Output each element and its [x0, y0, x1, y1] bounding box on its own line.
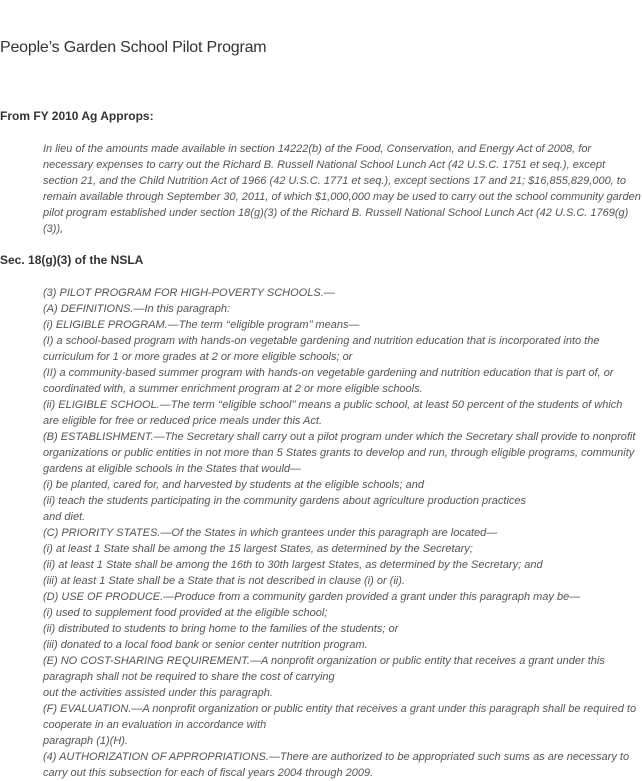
approps-heading: From FY 2010 Ag Approps: — [0, 109, 154, 123]
nsla-line: paragraph (1)(H). — [43, 735, 128, 747]
page-title: People’s Garden School Pilot Program — [0, 39, 267, 56]
nsla-line: (B) ESTABLISHMENT.—The Secretary shall carry out a pilot program under which the Secretary shall provide to nonprofit organizations or public entities in not more than 5 States grants to develop and run, through eligible programs, community gardens at eligible schools in the States that would— — [43, 431, 636, 475]
nsla-line: and diet. — [43, 511, 86, 523]
nsla-line: (ii) ELIGIBLE SCHOOL.—The term ‘‘eligible school’’ means a public school, at least 50 percent of the students of which are eligible for free or reduced price meals under this Act. — [43, 399, 623, 427]
nsla-line: (F) EVALUATION.—A nonprofit organization or public entity that receives a grant under this paragraph shall be required to cooperate in an evaluation in accordance with — [43, 703, 637, 731]
approps-paragraph: In lieu of the amounts made available in section 14222(b) of the Food, Conservation, and Energy Act of 2008, for necessary expenses to carry out the Richard B. Russell National School Lunch Act (42 U.S.C. 1751 et seq.), except section 21, and the Child Nutrition Act of 1966 (42 U.S.C. 1771 et seq.), except sections 17 and 21; $16,855,829,000, to remain available through September 30, 2011, of which $1,000,000 may be used to carry out the school community garden pilot program established under section 18(g)(3) of the Richard B. Russell National School Lunch Act (42 U.S.C. 1769(g)(3)), — [43, 143, 641, 235]
nsla-line: (4) AUTHORIZATION OF APPROPRIATIONS.—There are authorized to be appropriated such sums as are necessary to carry out this subsection for each of fiscal years 2004 through 2009. — [43, 751, 630, 779]
nsla-line: (D) USE OF PRODUCE.—Produce from a community garden provided a grant under this paragraph may be— — [43, 591, 581, 603]
nsla-line: (ii) distributed to students to bring home to the families of the students; or — [43, 623, 399, 635]
nsla-line: (I) a school-based program with hands-on vegetable gardening and nutrition education that is incorporated into the curriculum for 1 or more grades at 2 or more eligible schools; or — [43, 335, 600, 363]
nsla-heading: Sec. 18(g)(3) of the NSLA — [0, 253, 144, 267]
nsla-line: (3) PILOT PROGRAM FOR HIGH-POVERTY SCHOOLS.— — [43, 287, 335, 299]
nsla-line: (C) PRIORITY STATES.—Of the States in which grantees under this paragraph are located— — [43, 527, 498, 539]
nsla-line: (i) ELIGIBLE PROGRAM.—The term ‘‘eligible program’’ means— — [43, 319, 360, 331]
nsla-line: (i) be planted, cared for, and harvested by students at the eligible schools; and — [43, 479, 424, 491]
nsla-quote — [43, 285, 641, 781]
nsla-line: (i) used to supplement food provided at the eligible school; — [43, 607, 328, 619]
nsla-line: out the activities assisted under this paragraph. — [43, 687, 273, 699]
nsla-line: (II) a community-based summer program with hands-on vegetable gardening and nutrition education that is part of, or coordinated with, a summer enrichment program at 2 or more eligible schools. — [43, 367, 614, 395]
nsla-line: (iii) donated to a local food bank or senior center nutrition program. — [43, 639, 368, 651]
nsla-line: (i) at least 1 State shall be among the 15 largest States, as determined by the Secretary; — [43, 543, 473, 555]
nsla-line: (ii) at least 1 State shall be among the 16th to 30th largest States, as determined by the Secretary; and — [43, 559, 543, 571]
nsla-line: (ii) teach the students participating in the community gardens about agriculture production practices — [43, 495, 527, 507]
nsla-line: (E) NO COST-SHARING REQUIREMENT.—A nonprofit organization or public entity that receives a grant under this paragraph shall not be required to share the cost of carrying — [43, 655, 605, 683]
approps-quote — [43, 141, 641, 237]
nsla-line: (iii) at least 1 State shall be a State that is not described in clause (i) or (ii). — [43, 575, 405, 587]
nsla-line: (A) DEFINITIONS.—In this paragraph: — [43, 303, 231, 315]
